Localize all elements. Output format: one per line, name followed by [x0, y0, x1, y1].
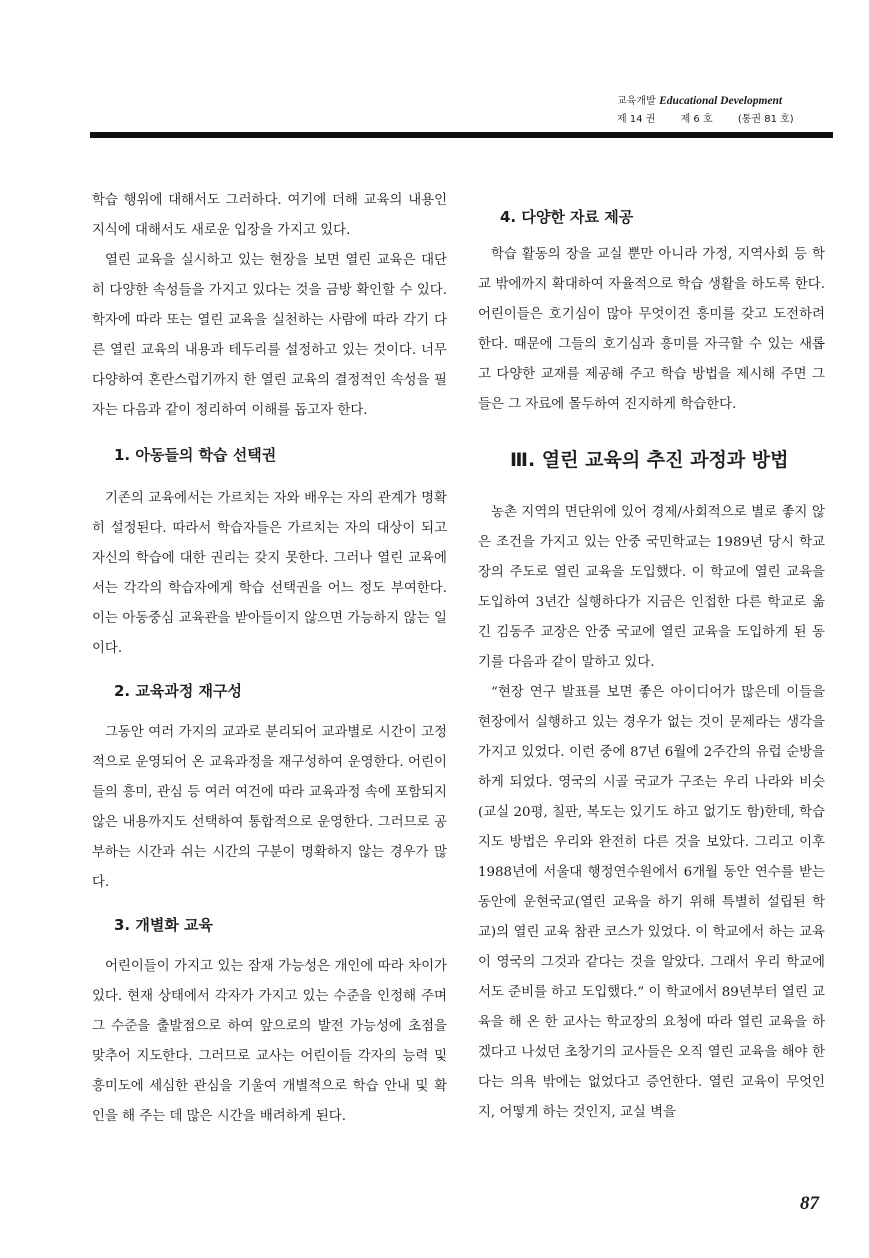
paragraph: 농촌 지역의 면단위에 있어 경제/사회적으로 별로 좋지 않은 조건을 가지고 있는 안중 국민학교는 1989년 당시 학교장의 주도로 열린 교육을 도입했다. 이 학교에 열린 교육을 도입하여 3년간 실행하다가 지금은 인접한 다른 학교로 옮긴 김동주 교장은 안중 국교에 열린 교육을 도입하게 된 동기를 다음과 같이 말하고 있다. [478, 505, 825, 670]
header-rule [90, 132, 833, 138]
paragraph: 학습 행위에 대해서도 그러하다. 여기에 더해 교육의 내용인 지식에 대해서도 새로운 입장을 가지고 있다. [92, 193, 447, 238]
volume-label: 제 14 권 [617, 114, 656, 125]
paragraph: “현장 연구 발표를 보면 좋은 아이디어가 많은데 이들을 현장에서 실행하고 있는 경우가 없는 것이 문제라는 생각을 가지고 있었다. 이런 중에 87년 6월에 2주간의 유럽 순방을 하게 되었다. 영국의 시골 국교가 구조는 우리 나라와 비슷(교실 20평, 칠판, 복도는 있기도 하고 없기도 함)한데, 학습 지도 방법은 우리와 완전히 다른 것을 보았다. 그리고 이후 1988년에 서울대 행정연수원에서 6개월 동안 연수를 받는 동안에 운현국교(열린 교육을 하기 위해 특별히 설립된 학교)의 열린 교육 참관 코스가 있었다. 이 학교에서 하는 교육이 영국의 그것과 같다는 것을 알았다. 그래서 우리 학교에서도 준비를 하고 도입했다.” 이 학교에서 89년부터 열린 교육을 해 온 한 교사는 학교장의 요청에 따라 열린 교육을 하겠다고 나섰던 초창기의 교사들은 오직 열린 교육을 해야 한다는 의욕 밖에는 없었다고 증언한다. 열린 교육이 무엇인지, 어떻게 하는 것인지, 교실 벽을 [478, 685, 825, 1120]
running-header [617, 92, 817, 129]
right-column [478, 186, 825, 1128]
subheading: 4. 다양한 자료 제공 [500, 208, 634, 226]
number-label: 제 6 호 [680, 114, 713, 125]
paragraph: 어린이들이 가지고 있는 잠재 가능성은 개인에 따라 차이가 있다. 현재 상태에서 각자가 가지고 있는 수준을 인정해 주며 그 수준을 출발점으로 하여 앞으로의 발전 가능성에 초점을 맞추어 지도한다. 그러므로 교사는 어린이들 각자의 능력 및 흥미도에 세심한 관심을 기울여 개별적으로 학습 안내 및 확인을 해 주는 데 많은 시간을 배려하게 된다. [92, 959, 447, 1124]
journal-title-korean: 교육개발 [617, 96, 656, 107]
journal-title-english: Educational Development [659, 95, 783, 107]
paragraph: 그동안 여러 가지의 교과로 분리되어 교과별로 시간이 고정적으로 운영되어 온 교육과정을 재구성하여 운영한다. 어린이들의 흥미, 관심 등 여러 여건에 따라 교육과정 속에 포함되지 않은 내용까지도 선택하여 통합적으로 운영한다. 그러므로 공부하는 시간과 쉬는 시간의 구분이 명확하지 않는 경우가 많다. [92, 725, 447, 890]
subheading: 2. 교육과정 재구성 [114, 682, 243, 700]
left-column [92, 186, 447, 1132]
paragraph: 기존의 교육에서는 가르치는 자와 배우는 자의 관계가 명확히 설정된다. 따라서 학습자들은 가르치는 자의 대상이 되고 자신의 학습에 대한 권리는 갖지 못한다. 그러나 열린 교육에서는 각각의 학습자에게 학습 선택권을 어느 정도 부여한다. 이는 아동중심 교육관을 받아들이지 않으면 가능하지 않는 일이다. [92, 491, 447, 656]
section-title: Ⅲ. 열린 교육의 추진 과정과 방법 [510, 449, 789, 471]
page-number: 87 [800, 1193, 819, 1214]
subheading: 3. 개별화 교육 [114, 916, 214, 934]
journal-title [617, 92, 817, 111]
paragraph: 학습 활동의 장을 교실 뿐만 아니라 가정, 지역사회 등 학교 밖에까지 확대하여 자율적으로 학습 생활을 하도록 한다. 어린이들은 호기심이 많아 무엇이건 흥미를 갖고 도전하려 한다. 때문에 그들의 호기심과 흥미를 자극할 수 있는 새롭고 다양한 교재를 제공해 주고 학습 방법을 제시해 주면 그들은 그 자료에 몰두하여 진지하게 학습한다. [478, 247, 825, 412]
serial-label: (통권 81 호) [737, 114, 794, 125]
subheading: 1. 아동들의 학습 선택권 [114, 446, 277, 464]
paragraph: 열린 교육을 실시하고 있는 현장을 보면 열린 교육은 대단히 다양한 속성들을 가지고 있다는 것을 금방 확인할 수 있다. 학자에 따라 또는 열린 교육을 실천하는 사람에 따라 각기 다른 열린 교육의 내용과 테두리를 설정하고 있는 것이다. 너무 다양하여 혼란스럽기까지 한 열린 교육의 결정적인 속성을 필자는 다음과 같이 정리하여 이해를 돕고자 한다. [92, 253, 447, 418]
issue-info [617, 111, 817, 129]
